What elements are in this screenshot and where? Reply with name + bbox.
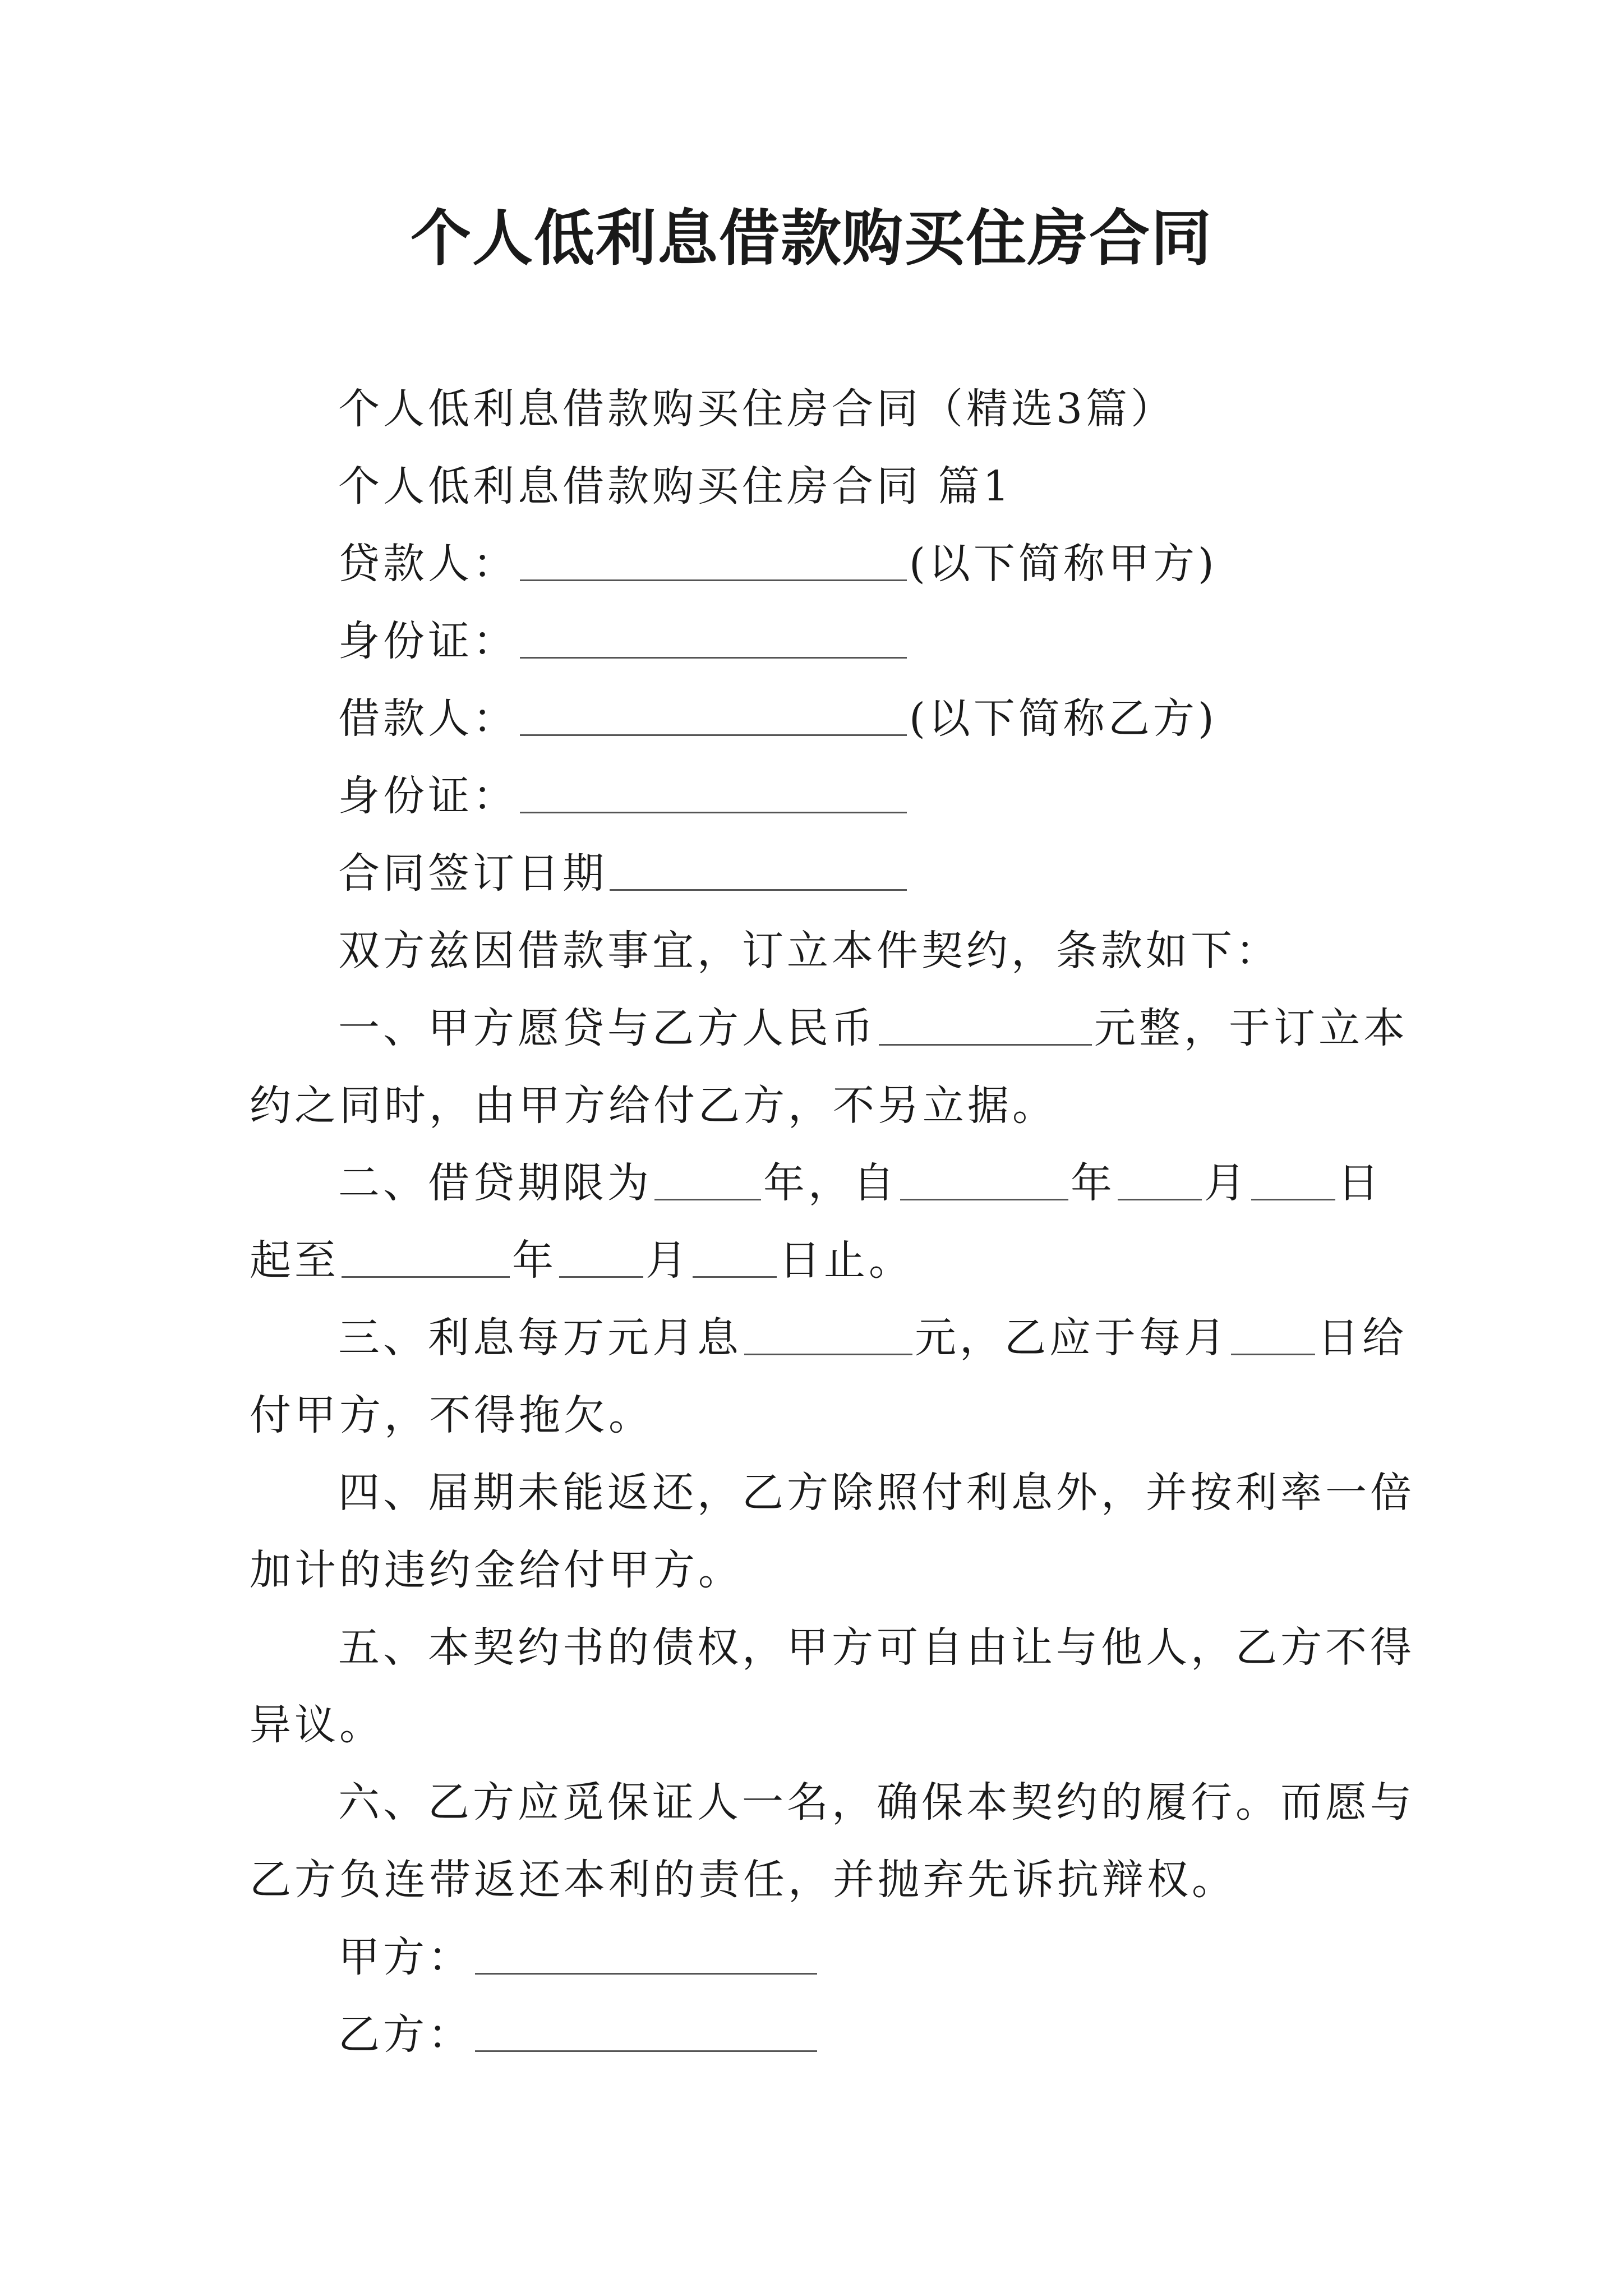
sign-date-blank[interactable]: [610, 848, 907, 891]
clause1-line1: [250, 990, 1408, 1067]
end-month-blank[interactable]: [559, 1235, 643, 1278]
clause3-text-a: 三、利息每万元月息: [338, 1314, 742, 1362]
clause2-text-i: 日止。: [779, 1236, 914, 1285]
clause2-line2: [250, 1222, 1377, 1299]
clause4-line1: 四、届期未能返还，乙方除照付利息外，并按利率一倍: [338, 1469, 1415, 1517]
end-day-blank[interactable]: [693, 1235, 777, 1278]
lender-id-label: 身份证：: [338, 617, 518, 665]
document-title: 个人低利息借款购买住房合同: [410, 203, 1212, 274]
loan-amount-blank[interactable]: [879, 1002, 1092, 1046]
lender-id-line: [250, 602, 1377, 680]
clause5-line1: 五、本契约书的债权，甲方可自由让与他人，乙方不得: [338, 1623, 1415, 1672]
payment-day-blank[interactable]: [1231, 1312, 1315, 1355]
clause6-line1: 六、乙方应觅保证人一名，确保本契约的履行。而愿与: [338, 1778, 1415, 1826]
clause2-text-g: 年: [512, 1236, 557, 1285]
borrower-id-label: 身份证：: [338, 772, 518, 820]
borrower-name-blank[interactable]: [520, 693, 907, 736]
clause1-line2: 约之同时，由甲方给付乙方，不另立据。: [250, 1082, 1057, 1130]
clause1-text-b: 元整，于订立本: [1094, 1004, 1408, 1052]
clause3-text-b: 元，乙应于每月: [915, 1314, 1229, 1362]
borrower-suffix: (以下简称乙方): [909, 694, 1218, 743]
lender-suffix: (以下简称甲方): [909, 540, 1218, 588]
clause2-text-b: 年，自: [763, 1159, 898, 1207]
clause4-line2: 加计的违约金给付甲方。: [250, 1546, 743, 1594]
borrower-id-blank[interactable]: [520, 770, 907, 813]
clause3-line1: [250, 1299, 1407, 1377]
start-month-blank[interactable]: [1118, 1157, 1202, 1200]
start-year-blank[interactable]: [900, 1157, 1068, 1200]
clause2-text-a: 二、借贷期限为: [338, 1159, 652, 1207]
lender-line: [250, 525, 1377, 602]
section-heading: 个人低利息借款购买住房合同 篇1: [338, 462, 1013, 510]
clause2-text-f: 起至: [250, 1236, 339, 1285]
lender-label: 贷款人：: [338, 540, 518, 588]
lender-id-blank[interactable]: [520, 615, 907, 659]
clause3-text-c: 日给: [1317, 1314, 1407, 1362]
party-a-label: 甲方：: [338, 1933, 473, 1981]
start-day-blank[interactable]: [1251, 1157, 1335, 1200]
clause1-text-a: 一、甲方愿贷与乙方人民币: [338, 1004, 877, 1052]
sign-date-label: 合同签订日期: [338, 849, 607, 898]
monthly-interest-blank[interactable]: [744, 1312, 912, 1355]
borrower-line: [250, 680, 1377, 757]
loan-term-years-blank[interactable]: [654, 1157, 761, 1200]
clause3-line2: 付甲方，不得拖欠。: [250, 1391, 653, 1439]
clause2-text-e: 日: [1338, 1159, 1382, 1207]
party-b-signature-blank[interactable]: [475, 2009, 817, 2052]
clause5-line2: 异议。: [250, 1701, 384, 1749]
clause2-text-c: 年: [1071, 1159, 1115, 1207]
party-a-line: [250, 1918, 1377, 1996]
subtitle: 个人低利息借款购买住房合同（精选3篇）: [338, 385, 1176, 433]
party-b-line: [250, 1996, 1377, 2073]
end-year-blank[interactable]: [342, 1235, 510, 1278]
borrower-label: 借款人：: [338, 694, 518, 743]
intro-line: 双方兹因借款事宜，订立本件契约，条款如下：: [338, 927, 1280, 975]
clause2-text-h: 月: [645, 1236, 690, 1285]
party-a-signature-blank[interactable]: [475, 1931, 817, 1975]
clause6-line2: 乙方负连带返还本利的责任，并抛弃先诉抗辩权。: [250, 1856, 1237, 1904]
clause2-line1: [250, 1144, 1382, 1222]
clause2-text-d: 月: [1204, 1159, 1249, 1207]
lender-name-blank[interactable]: [520, 538, 907, 581]
borrower-id-line: [250, 757, 1377, 835]
document-body: [250, 370, 1415, 2073]
party-b-label: 乙方：: [338, 2010, 473, 2059]
sign-date-line: [250, 835, 1377, 912]
